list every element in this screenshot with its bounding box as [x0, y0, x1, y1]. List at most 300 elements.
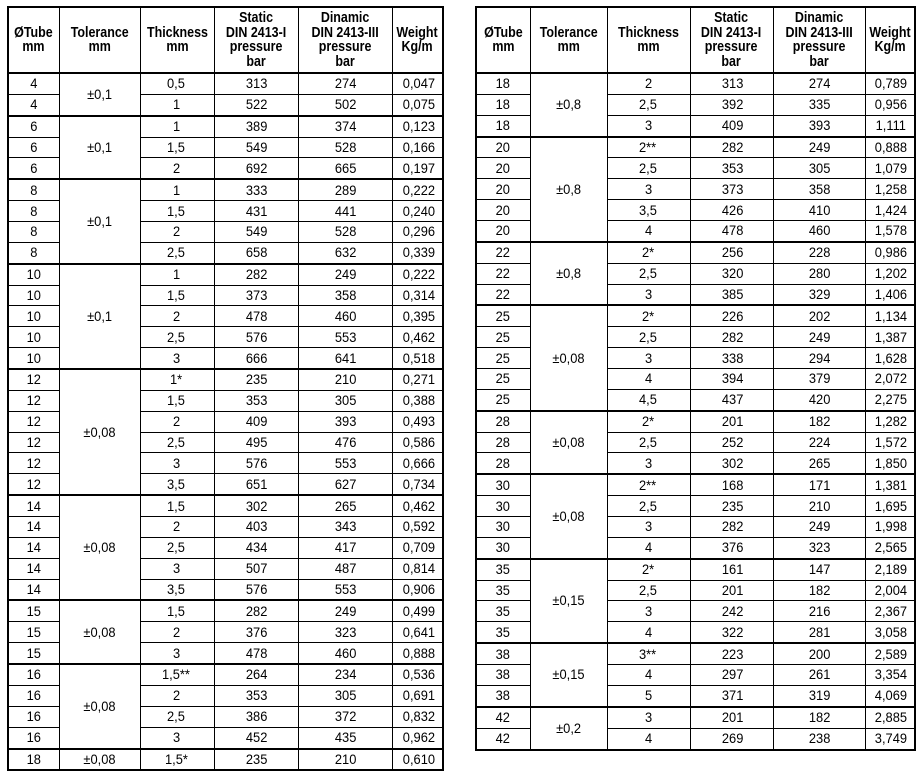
- cell-static-pressure: 385: [690, 284, 773, 305]
- cell-dinamic-pressure: 305: [298, 685, 392, 706]
- cell-tube: 22: [476, 263, 530, 284]
- tube-spec-table-right: [475, 6, 916, 751]
- cell-thickness: 4: [607, 622, 690, 643]
- cell-thickness: 2**: [607, 137, 690, 158]
- cell-tube: 16: [8, 727, 59, 748]
- cell-static-pressure: 666: [214, 348, 298, 369]
- cell-tube: 10: [8, 306, 59, 327]
- cell-static-pressure: 282: [690, 327, 773, 348]
- table-row: [476, 137, 915, 158]
- cell-static-pressure: 392: [690, 94, 773, 115]
- cell-dinamic-pressure: 460: [773, 221, 865, 242]
- cell-static-pressure: 576: [214, 579, 298, 600]
- cell-weight: 0,240: [392, 201, 443, 222]
- cell-dinamic-pressure: 632: [298, 242, 392, 263]
- cell-static-pressure: 353: [690, 158, 773, 179]
- cell-thickness: 3: [607, 179, 690, 200]
- cell-dinamic-pressure: 294: [773, 348, 865, 369]
- cell-dinamic-pressure: 228: [773, 242, 865, 263]
- cell-weight: 0,493: [392, 411, 443, 432]
- cell-weight: 1,424: [865, 200, 915, 221]
- cell-tube: 8: [8, 242, 59, 263]
- cell-weight: 0,518: [392, 348, 443, 369]
- cell-thickness: 3: [140, 727, 214, 748]
- cell-thickness: 3: [140, 348, 214, 369]
- cell-thickness: 4: [607, 221, 690, 242]
- cell-static-pressure: 409: [214, 411, 298, 432]
- cell-weight: 0,166: [392, 137, 443, 158]
- cell-dinamic-pressure: 379: [773, 369, 865, 390]
- cell-thickness: 4: [607, 728, 690, 749]
- cell-static-pressure: 168: [690, 474, 773, 495]
- table-row: [8, 264, 443, 285]
- cell-thickness: 2,5: [607, 158, 690, 179]
- table-body: [8, 73, 443, 770]
- cell-thickness: 1,5*: [140, 749, 214, 771]
- cell-dinamic-pressure: 528: [298, 137, 392, 158]
- cell-tube: 16: [8, 685, 59, 706]
- cell-thickness: 1,5: [140, 495, 214, 516]
- cell-tube: 6: [8, 116, 59, 137]
- cell-tube: 8: [8, 179, 59, 200]
- cell-dinamic-pressure: 234: [298, 664, 392, 685]
- cell-static-pressure: 269: [690, 728, 773, 749]
- cell-tube: 18: [476, 115, 530, 136]
- cell-tube: 42: [476, 707, 530, 728]
- table-row: [476, 707, 915, 728]
- cell-dinamic-pressure: 238: [773, 728, 865, 749]
- cell-dinamic-pressure: 476: [298, 432, 392, 453]
- table-row: [476, 474, 915, 495]
- cell-weight: 1,387: [865, 327, 915, 348]
- cell-tube: 8: [8, 222, 59, 243]
- cell-tube: 12: [8, 369, 59, 390]
- header-line: mm: [492, 39, 515, 55]
- header-line: bar: [335, 53, 355, 70]
- cell-tube: 20: [476, 158, 530, 179]
- header-tolerance: [59, 7, 140, 73]
- cell-weight: 1,111: [865, 115, 915, 136]
- cell-tube: 8: [8, 201, 59, 222]
- cell-thickness: 1,5: [140, 137, 214, 158]
- cell-weight: 1,134: [865, 305, 915, 326]
- cell-tube: 38: [476, 665, 530, 686]
- cell-static-pressure: 313: [214, 73, 298, 94]
- cell-dinamic-pressure: 553: [298, 327, 392, 348]
- cell-thickness: 2*: [607, 242, 690, 263]
- header-line: bar: [721, 53, 742, 70]
- header-line: pressure: [318, 39, 372, 55]
- cell-weight: 1,282: [865, 411, 915, 432]
- header-line: Kg/m: [873, 39, 906, 55]
- cell-dinamic-pressure: 224: [773, 432, 865, 453]
- cell-tube: 14: [8, 537, 59, 558]
- cell-weight: 0,691: [392, 685, 443, 706]
- cell-tube: 6: [8, 137, 59, 158]
- cell-dinamic-pressure: 249: [773, 327, 865, 348]
- cell-dinamic-pressure: 393: [773, 115, 865, 136]
- cell-thickness: 2*: [607, 411, 690, 432]
- cell-tube: 30: [476, 496, 530, 517]
- cell-weight: 0,592: [392, 517, 443, 538]
- cell-static-pressure: 235: [214, 369, 298, 390]
- header-thickness: [607, 7, 690, 73]
- cell-weight: 0,832: [392, 706, 443, 727]
- cell-tolerance: ±0,08: [530, 411, 607, 475]
- cell-static-pressure: 302: [690, 453, 773, 474]
- cell-tube: 25: [476, 327, 530, 348]
- cell-dinamic-pressure: 200: [773, 643, 865, 664]
- cell-static-pressure: 201: [690, 580, 773, 601]
- header-weight: [392, 7, 443, 73]
- cell-weight: 0,666: [392, 453, 443, 474]
- cell-thickness: 3: [607, 348, 690, 369]
- cell-weight: 2,367: [865, 601, 915, 622]
- cell-weight: 0,586: [392, 432, 443, 453]
- cell-dinamic-pressure: 441: [298, 201, 392, 222]
- cell-static-pressure: 373: [690, 179, 773, 200]
- cell-dinamic-pressure: 460: [298, 306, 392, 327]
- cell-tube: 20: [476, 137, 530, 158]
- cell-dinamic-pressure: 289: [298, 179, 392, 200]
- cell-thickness: 1,5: [140, 285, 214, 306]
- cell-weight: 0,314: [392, 285, 443, 306]
- cell-tube: 15: [8, 643, 59, 664]
- cell-static-pressure: 235: [214, 749, 298, 771]
- cell-tube: 38: [476, 643, 530, 664]
- cell-static-pressure: 302: [214, 495, 298, 516]
- cell-thickness: 2*: [607, 305, 690, 326]
- header-line: Kg/m: [401, 39, 433, 55]
- header-line: DIN 2413-I: [701, 24, 762, 41]
- cell-static-pressure: 223: [690, 643, 773, 664]
- cell-weight: 0,047: [392, 73, 443, 94]
- cell-tube: 22: [476, 284, 530, 305]
- cell-dinamic-pressure: 410: [773, 200, 865, 221]
- cell-tube: 10: [8, 264, 59, 285]
- cell-tube: 4: [8, 73, 59, 94]
- cell-thickness: 4: [607, 537, 690, 558]
- cell-tolerance: ±0,8: [530, 242, 607, 306]
- cell-static-pressure: 394: [690, 369, 773, 390]
- cell-static-pressure: 297: [690, 665, 773, 686]
- cell-dinamic-pressure: 274: [773, 73, 865, 94]
- cell-tube: 28: [476, 411, 530, 432]
- cell-weight: 1,850: [865, 453, 915, 474]
- cell-weight: 0,075: [392, 94, 443, 115]
- cell-static-pressure: 576: [214, 327, 298, 348]
- cell-thickness: 1: [140, 116, 214, 137]
- header-line: Tolerance: [539, 24, 598, 41]
- cell-weight: 2,885: [865, 707, 915, 728]
- cell-weight: 0,462: [392, 495, 443, 516]
- header-line: DIN 2413-III: [785, 24, 853, 41]
- cell-tube: 12: [8, 474, 59, 495]
- cell-thickness: 1*: [140, 369, 214, 390]
- cell-dinamic-pressure: 319: [773, 685, 865, 706]
- cell-weight: 1,406: [865, 284, 915, 305]
- header-line: ØTube: [14, 24, 54, 41]
- cell-tube: 30: [476, 517, 530, 538]
- cell-tube: 12: [8, 390, 59, 411]
- cell-tube: 25: [476, 305, 530, 326]
- cell-weight: 1,258: [865, 179, 915, 200]
- cell-dinamic-pressure: 182: [773, 580, 865, 601]
- cell-static-pressure: 313: [690, 73, 773, 94]
- cell-tolerance: ±0,1: [59, 116, 140, 180]
- header-line: mm: [165, 39, 189, 55]
- cell-dinamic-pressure: 147: [773, 559, 865, 580]
- cell-dinamic-pressure: 487: [298, 558, 392, 579]
- header-static-pressure: [690, 7, 773, 73]
- cell-weight: 0,222: [392, 179, 443, 200]
- header-line: DIN 2413-I: [225, 24, 287, 41]
- cell-dinamic-pressure: 553: [298, 579, 392, 600]
- table-row: [8, 664, 443, 685]
- cell-thickness: 2,5: [607, 263, 690, 284]
- header-dinamic-pressure: [773, 7, 865, 73]
- cell-static-pressure: 322: [690, 622, 773, 643]
- cell-weight: 0,888: [865, 137, 915, 158]
- cell-thickness: 2,5: [607, 327, 690, 348]
- header-line: Weight: [868, 24, 911, 41]
- cell-static-pressure: 201: [690, 707, 773, 728]
- cell-tube: 35: [476, 559, 530, 580]
- cell-weight: 0,956: [865, 94, 915, 115]
- cell-thickness: 2,5: [607, 94, 690, 115]
- cell-tube: 20: [476, 179, 530, 200]
- cell-tube: 14: [8, 558, 59, 579]
- cell-tolerance: ±0,1: [59, 264, 140, 369]
- cell-thickness: 2,5: [140, 537, 214, 558]
- cell-tolerance: ±0,1: [59, 73, 140, 116]
- cell-tube: 4: [8, 94, 59, 115]
- table-body: [476, 73, 915, 750]
- cell-weight: 1,578: [865, 221, 915, 242]
- cell-thickness: 1: [140, 179, 214, 200]
- cell-tolerance: ±0,08: [530, 305, 607, 410]
- cell-static-pressure: 242: [690, 601, 773, 622]
- cell-thickness: 2: [140, 222, 214, 243]
- cell-thickness: 2**: [607, 474, 690, 495]
- cell-thickness: 0,5: [140, 73, 214, 94]
- cell-dinamic-pressure: 274: [298, 73, 392, 94]
- cell-thickness: 2,5: [140, 706, 214, 727]
- cell-dinamic-pressure: 528: [298, 222, 392, 243]
- cell-weight: 0,814: [392, 558, 443, 579]
- cell-dinamic-pressure: 417: [298, 537, 392, 558]
- table-row: [8, 749, 443, 771]
- cell-dinamic-pressure: 305: [773, 158, 865, 179]
- table-row: [476, 411, 915, 432]
- cell-dinamic-pressure: 343: [298, 517, 392, 538]
- cell-weight: 0,197: [392, 158, 443, 179]
- cell-dinamic-pressure: 374: [298, 116, 392, 137]
- cell-thickness: 3: [607, 707, 690, 728]
- cell-weight: 2,589: [865, 643, 915, 664]
- cell-weight: 0,709: [392, 537, 443, 558]
- cell-thickness: 2,5: [140, 242, 214, 263]
- cell-tolerance: ±0,08: [59, 664, 140, 748]
- cell-static-pressure: 437: [690, 389, 773, 410]
- header-weight: [865, 7, 915, 73]
- cell-thickness: 2,5: [607, 496, 690, 517]
- cell-tube: 20: [476, 200, 530, 221]
- header-line: Tolerance: [70, 24, 129, 41]
- header-line: bar: [809, 53, 829, 70]
- cell-thickness: 1,5: [140, 390, 214, 411]
- cell-weight: 2,004: [865, 580, 915, 601]
- cell-tube: 6: [8, 158, 59, 179]
- header-line: Dinamic: [794, 10, 844, 26]
- header-line: Weight: [396, 24, 438, 41]
- cell-tolerance: ±0,15: [530, 559, 607, 643]
- header-tube: [8, 7, 59, 73]
- cell-thickness: 3: [607, 601, 690, 622]
- cell-dinamic-pressure: 435: [298, 727, 392, 748]
- cell-dinamic-pressure: 420: [773, 389, 865, 410]
- table-row: [8, 179, 443, 200]
- cell-tolerance: ±0,8: [530, 73, 607, 137]
- cell-weight: 0,789: [865, 73, 915, 94]
- cell-static-pressure: 478: [214, 306, 298, 327]
- header-static-pressure: [214, 7, 298, 73]
- cell-static-pressure: 320: [690, 263, 773, 284]
- table-row: [476, 73, 915, 94]
- cell-weight: 0,296: [392, 222, 443, 243]
- table-row: [8, 495, 443, 516]
- cell-weight: 1,695: [865, 496, 915, 517]
- cell-static-pressure: 409: [690, 115, 773, 136]
- cell-dinamic-pressure: 372: [298, 706, 392, 727]
- cell-static-pressure: 478: [690, 221, 773, 242]
- cell-dinamic-pressure: 323: [298, 622, 392, 643]
- cell-weight: 1,628: [865, 348, 915, 369]
- cell-thickness: 2,5: [607, 580, 690, 601]
- header-line: Thickness: [617, 24, 679, 41]
- cell-dinamic-pressure: 182: [773, 411, 865, 432]
- cell-dinamic-pressure: 335: [773, 94, 865, 115]
- cell-tolerance: ±0,15: [530, 643, 607, 707]
- cell-static-pressure: 434: [214, 537, 298, 558]
- cell-thickness: 3,5: [140, 474, 214, 495]
- cell-dinamic-pressure: 249: [298, 264, 392, 285]
- cell-tolerance: ±0,08: [59, 749, 140, 771]
- cell-tube: 14: [8, 495, 59, 516]
- cell-weight: 1,079: [865, 158, 915, 179]
- cell-weight: 0,388: [392, 390, 443, 411]
- cell-thickness: 3: [607, 453, 690, 474]
- cell-dinamic-pressure: 502: [298, 94, 392, 115]
- cell-dinamic-pressure: 641: [298, 348, 392, 369]
- cell-weight: 0,222: [392, 264, 443, 285]
- cell-weight: 0,271: [392, 369, 443, 390]
- cell-thickness: 3: [607, 517, 690, 538]
- cell-dinamic-pressure: 249: [773, 137, 865, 158]
- cell-dinamic-pressure: 358: [298, 285, 392, 306]
- header-line: mm: [22, 39, 45, 55]
- cell-static-pressure: 282: [690, 517, 773, 538]
- cell-weight: 0,962: [392, 727, 443, 748]
- cell-tube: 16: [8, 706, 59, 727]
- cell-thickness: 4: [607, 665, 690, 686]
- cell-tolerance: ±0,8: [530, 137, 607, 242]
- cell-thickness: 5: [607, 685, 690, 706]
- cell-static-pressure: 353: [214, 685, 298, 706]
- cell-static-pressure: 333: [214, 179, 298, 200]
- cell-static-pressure: 282: [690, 137, 773, 158]
- table-row: [476, 559, 915, 580]
- cell-thickness: 2: [140, 517, 214, 538]
- cell-tube: 14: [8, 579, 59, 600]
- cell-static-pressure: 201: [690, 411, 773, 432]
- header-line: pressure: [705, 39, 758, 55]
- cell-tube: 30: [476, 474, 530, 495]
- cell-dinamic-pressure: 265: [298, 495, 392, 516]
- cell-static-pressure: 282: [214, 600, 298, 621]
- cell-static-pressure: 226: [690, 305, 773, 326]
- cell-static-pressure: 507: [214, 558, 298, 579]
- cell-weight: 3,354: [865, 665, 915, 686]
- cell-weight: 0,395: [392, 306, 443, 327]
- cell-dinamic-pressure: 665: [298, 158, 392, 179]
- cell-tube: 18: [8, 749, 59, 771]
- cell-tube: 30: [476, 537, 530, 558]
- cell-tube: 35: [476, 601, 530, 622]
- header-line: Static: [239, 10, 273, 26]
- cell-weight: 0,610: [392, 749, 443, 771]
- header-line: DIN 2413-III: [311, 24, 379, 41]
- cell-tube: 15: [8, 600, 59, 621]
- cell-dinamic-pressure: 265: [773, 453, 865, 474]
- cell-dinamic-pressure: 553: [298, 453, 392, 474]
- cell-tube: 35: [476, 622, 530, 643]
- cell-weight: 0,536: [392, 664, 443, 685]
- header-line: Thickness: [146, 24, 208, 41]
- table-row: [476, 305, 915, 326]
- cell-static-pressure: 376: [690, 537, 773, 558]
- cell-tube: 25: [476, 389, 530, 410]
- cell-tolerance: ±0,1: [59, 179, 140, 263]
- cell-static-pressure: 478: [214, 643, 298, 664]
- cell-tube: 18: [476, 94, 530, 115]
- cell-static-pressure: 235: [690, 496, 773, 517]
- cell-weight: 3,749: [865, 728, 915, 749]
- cell-tolerance: ±0,2: [530, 707, 607, 750]
- header-tube: [476, 7, 530, 73]
- cell-dinamic-pressure: 182: [773, 707, 865, 728]
- cell-weight: 3,058: [865, 622, 915, 643]
- header-line: pressure: [229, 39, 283, 55]
- cell-weight: 2,275: [865, 389, 915, 410]
- cell-thickness: 1,5: [140, 600, 214, 621]
- cell-weight: 0,734: [392, 474, 443, 495]
- cell-thickness: 4: [607, 369, 690, 390]
- cell-static-pressure: 452: [214, 727, 298, 748]
- cell-thickness: 3**: [607, 643, 690, 664]
- cell-weight: 2,565: [865, 537, 915, 558]
- cell-weight: 1,202: [865, 263, 915, 284]
- cell-tube: 38: [476, 685, 530, 706]
- cell-weight: 1,572: [865, 432, 915, 453]
- cell-dinamic-pressure: 210: [298, 369, 392, 390]
- cell-static-pressure: 522: [214, 94, 298, 115]
- cell-static-pressure: 495: [214, 432, 298, 453]
- cell-tube: 14: [8, 517, 59, 538]
- cell-dinamic-pressure: 210: [773, 496, 865, 517]
- cell-thickness: 2: [140, 306, 214, 327]
- cell-thickness: 2: [140, 685, 214, 706]
